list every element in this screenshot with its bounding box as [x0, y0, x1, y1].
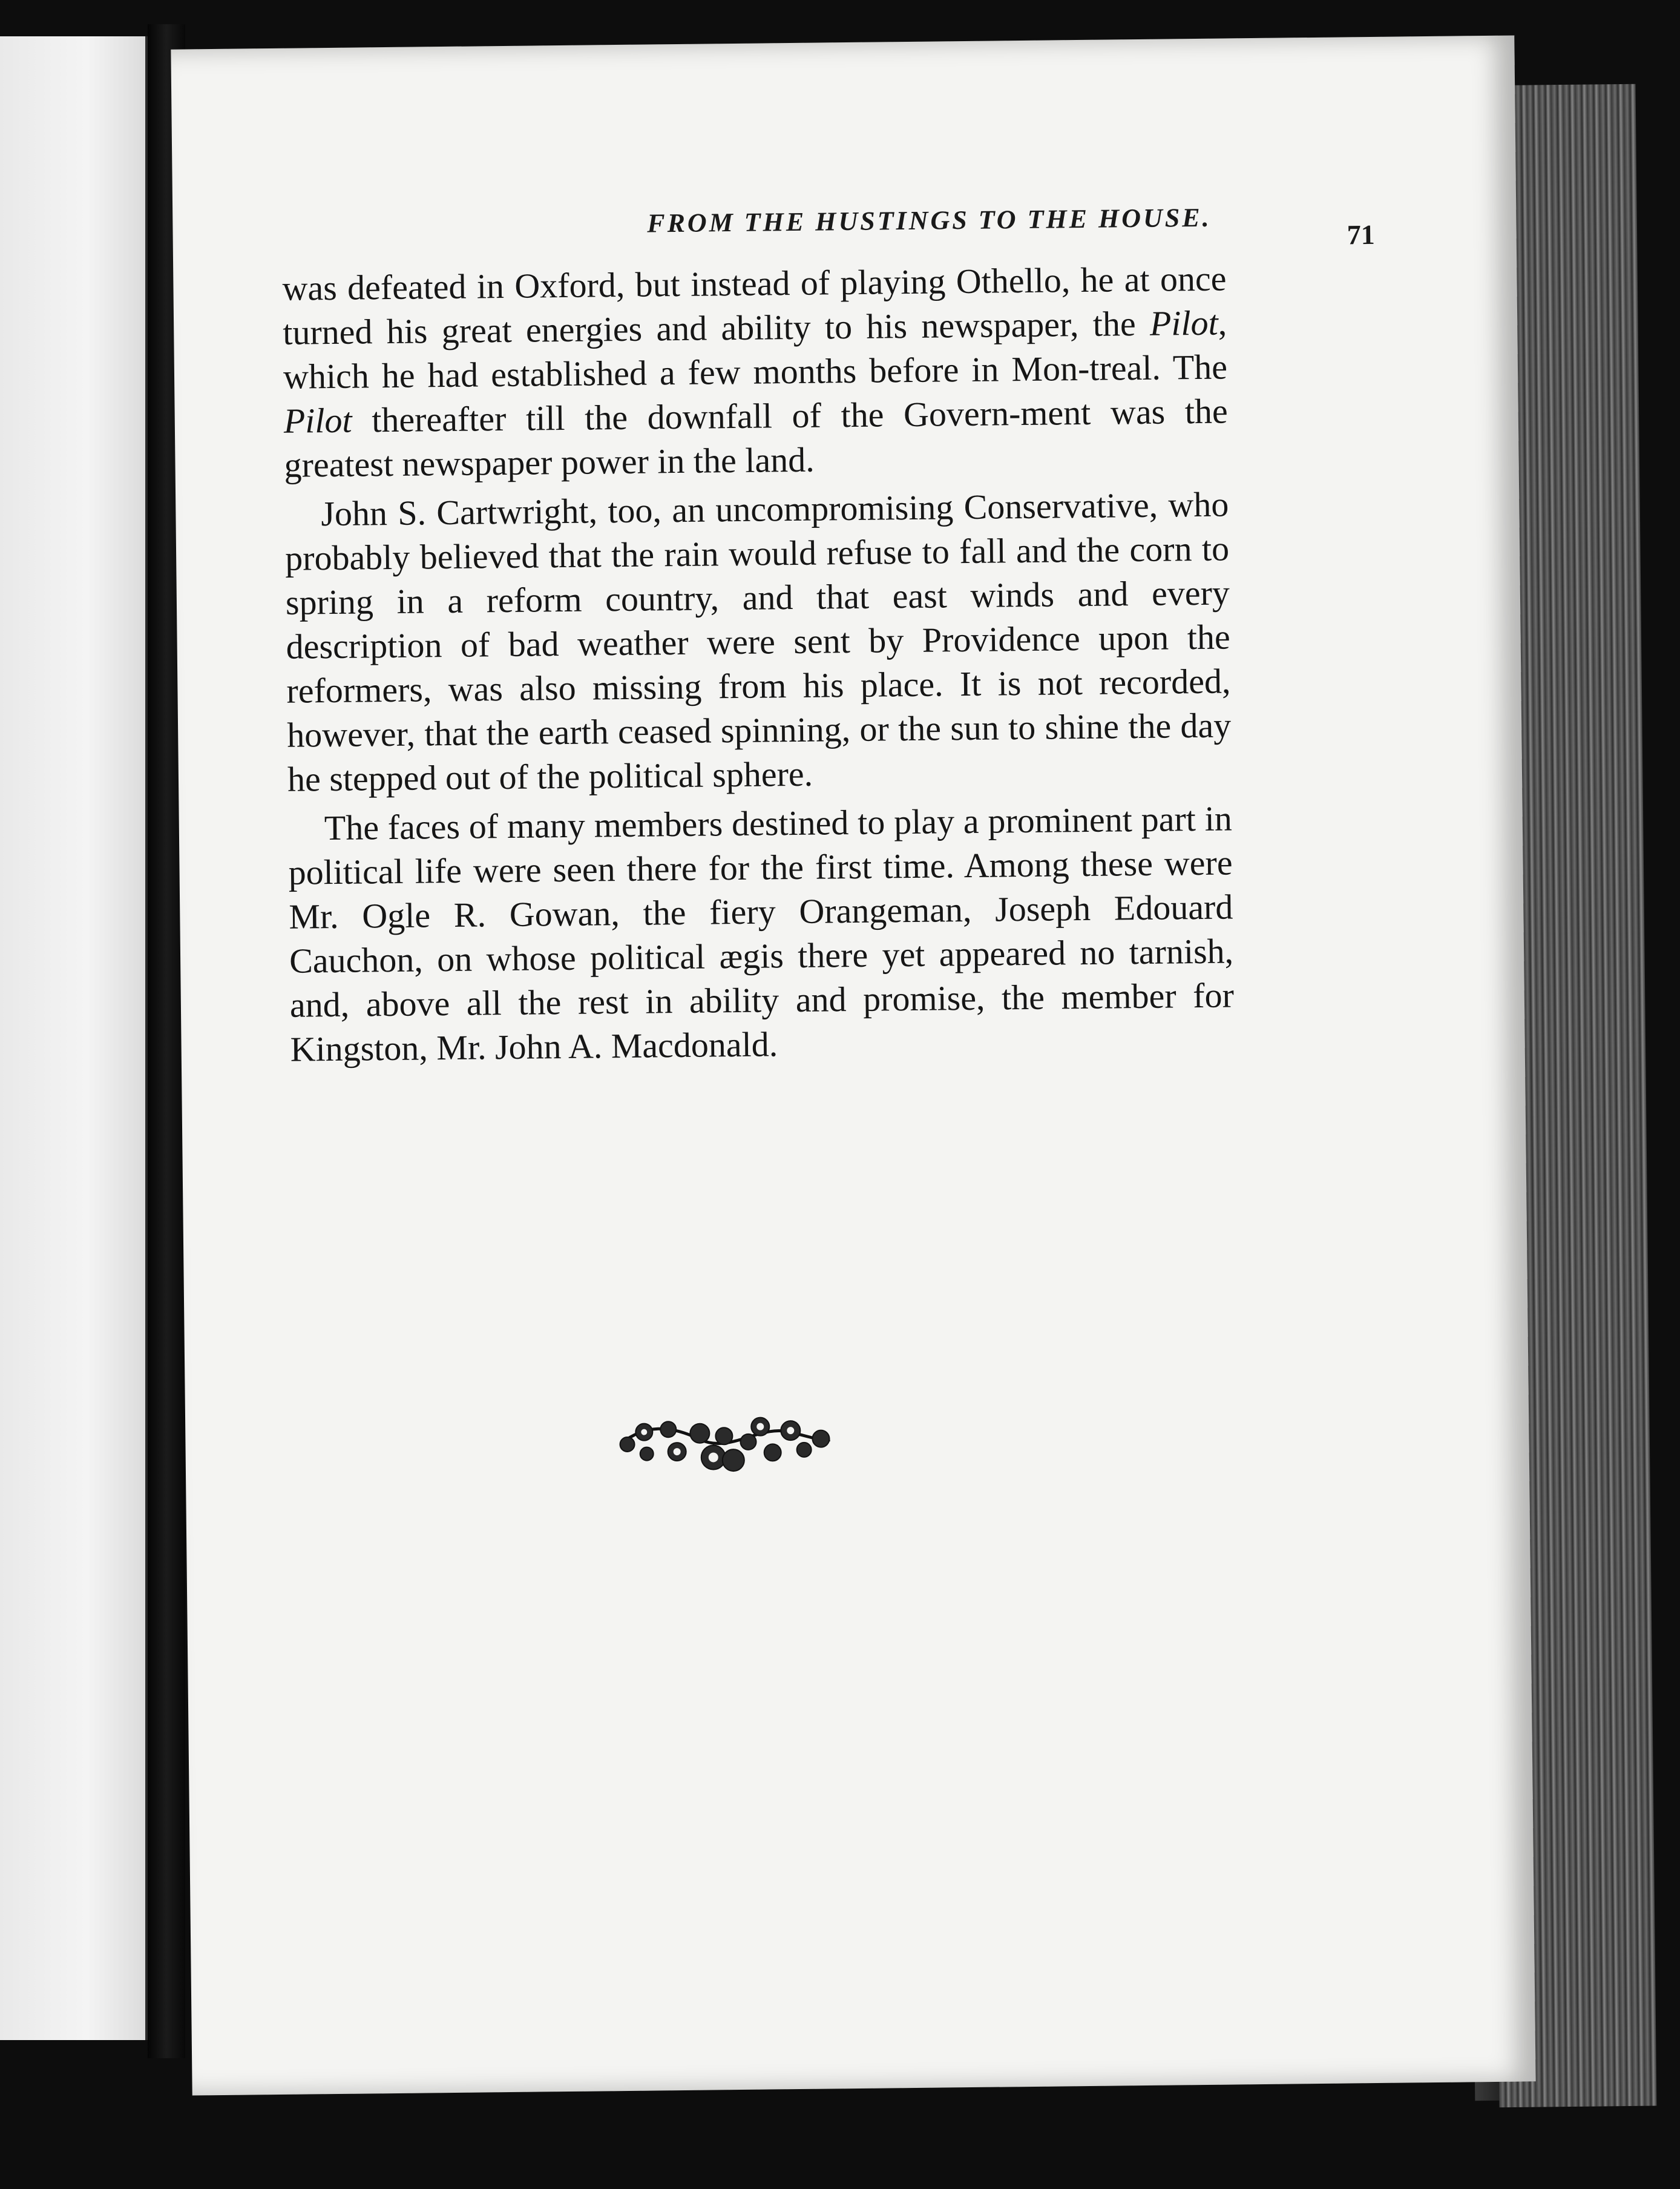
paragraph-1-part-2: , which he had established a few months before in Mon-treal. The — [283, 303, 1228, 397]
paragraph-1-part-1: was defeated in Oxford, but instead of playing Othello, he at once turned his great energies and ability to his newspaper, the — [282, 258, 1227, 352]
pilot-title-1: Pilot — [1149, 303, 1219, 343]
page-number: 71 — [1347, 219, 1375, 251]
book-page — [171, 35, 1535, 2095]
paragraph-2: John S. Cartwright, too, an uncompromising Conservative, who probably believed that the rain would refuse to fall and the corn to spring in a reform country, and that east winds and every description of bad weather were sent by Providence upon the reformers, was also missing from his place. It is not recorded, however, that the earth ceased spinning, or the sun to shine the day he stepped out of the political sphere. — [284, 484, 1232, 799]
running-head: FROM THE HUSTINGS TO THE HOUSE. — [646, 202, 1212, 239]
paragraph-1-part-3: thereafter till the downfall of the Govern-ment was the greatest newspaper power in the land. — [284, 391, 1229, 485]
left-facing-page — [0, 36, 148, 2040]
paragraph-3: The faces of many members destined to play a prominent part in political life were seen there for the first time. Among these were Mr. Ogle R. Gowan, the fiery Orangeman, Joseph Edouard Cauchon, on whose political ægis there yet appeared no tarnish, and, above all the rest in ability and promise, the member for Kingston, Mr. John A. Macdonald. — [288, 798, 1235, 1069]
paragraph-1 — [282, 256, 1229, 487]
floral-tailpiece-icon — [609, 1398, 839, 1486]
body-text — [282, 256, 1235, 1076]
pilot-title-2: Pilot — [283, 400, 352, 441]
